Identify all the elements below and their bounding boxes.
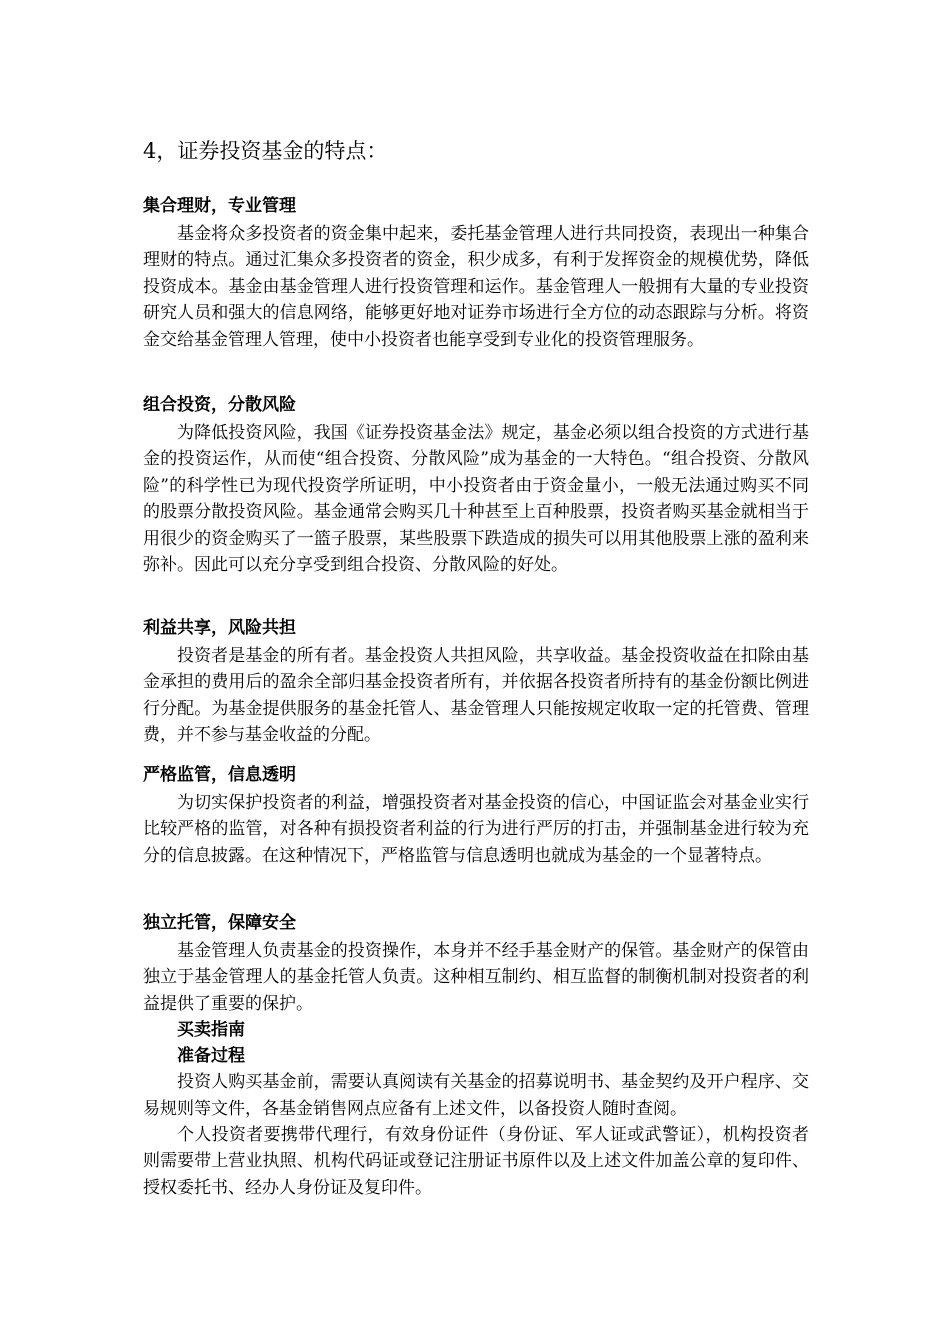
page-title: 4，证券投资基金的特点： (143, 139, 388, 163)
section-paragraph: 基金管理人负责基金的投资操作，本身并不经手基金财产的保管。基金财产的保管由独立于基金管理人的基金托管人负责。这种相互制约、相互监督的制衡机制对投资者的利益提供了重要的保护。 (143, 941, 809, 1014)
section-collective-management (143, 193, 809, 353)
section-strict-supervision (143, 762, 809, 869)
section-heading: 组合投资，分散风险 (143, 395, 296, 415)
section-paragraph: 为切实保护投资者的利益，增强投资者对基金投资的信心，中国证监会对基金业实行比较严格的监管，对各种有损投资者利益的行为进行严厉的打击，并强制基金进行较为充分的信息披露。在这种情况下，严格监管与信息透明也就成为基金的一个显著特点。 (143, 793, 809, 866)
section-portfolio-diversification (143, 392, 809, 578)
section-shared-risk (143, 615, 809, 749)
guide-paragraph: 个人投资者要携带代理行，有效身份证件（身份证、军人证或武警证），机构投资者则需要带上营业执照、机构代码证或登记注册证书原件以及上述文件加盖公章的复印件、授权委托书、经办人身份证及复印件。 (143, 1125, 809, 1198)
section-heading: 集合理财，专业管理 (143, 196, 296, 216)
section-heading: 严格监管，信息透明 (143, 765, 296, 785)
section-paragraph: 投资者是基金的所有者。基金投资人共担风险，共享收益。基金投资收益在扣除由基金承担的费用后的盈余全部归基金投资者所有，并依据各投资者所持有的基金份额比例进行分配。为基金提供服务的基金托管人、基金管理人只能按规定收取一定的托管费、管理费，并不参与基金收益的分配。 (143, 646, 809, 746)
section-heading: 利益共享，风险共担 (143, 618, 296, 638)
section-heading: 独立托管，保障安全 (143, 913, 296, 933)
section-independent-custody (143, 910, 809, 1201)
guide-subheading: 准备过程 (177, 1046, 245, 1067)
guide-heading: 买卖指南 (177, 1020, 245, 1041)
guide-paragraph: 投资人购买基金前，需要认真阅读有关基金的招募说明书、基金契约及开户程序、交易规则等文件，各基金销售网点应备有上述文件，以备投资人随时查阅。 (143, 1072, 809, 1119)
section-paragraph: 为降低投资风险，我国《证券投资基金法》规定，基金必须以组合投资的方式进行基金的投资运作，从而使“组合投资、分散风险”成为基金的一大特色。“组合投资、分散风险”的科学性已为现代投资学所证明，中小投资者由于资金量小，一般无法通过购买不同的股票分散投资风险。基金通常会购买几十种甚至上百种股票，投资者购买基金就相当于用很少的资金购买了一篮子股票，某些股票下跌造成的损失可以用其他股票上涨的盈利来弥补。因此可以充分享受到组合投资、分散风险的好处。 (143, 423, 809, 576)
section-paragraph: 基金将众多投资者的资金集中起来，委托基金管理人进行共同投资，表现出一种集合理财的特点。通过汇集众多投资者的资金，积少成多，有利于发挥资金的规模优势，降低投资成本。基金由基金管理人进行投资管理和运作。基金管理人一般拥有大量的专业投资研究人员和强大的信息网络，能够更好地对证券市场进行全方位的动态跟踪与分析。将资金交给基金管理人管理，使中小投资者也能享受到专业化的投资管理服务。 (143, 224, 809, 350)
